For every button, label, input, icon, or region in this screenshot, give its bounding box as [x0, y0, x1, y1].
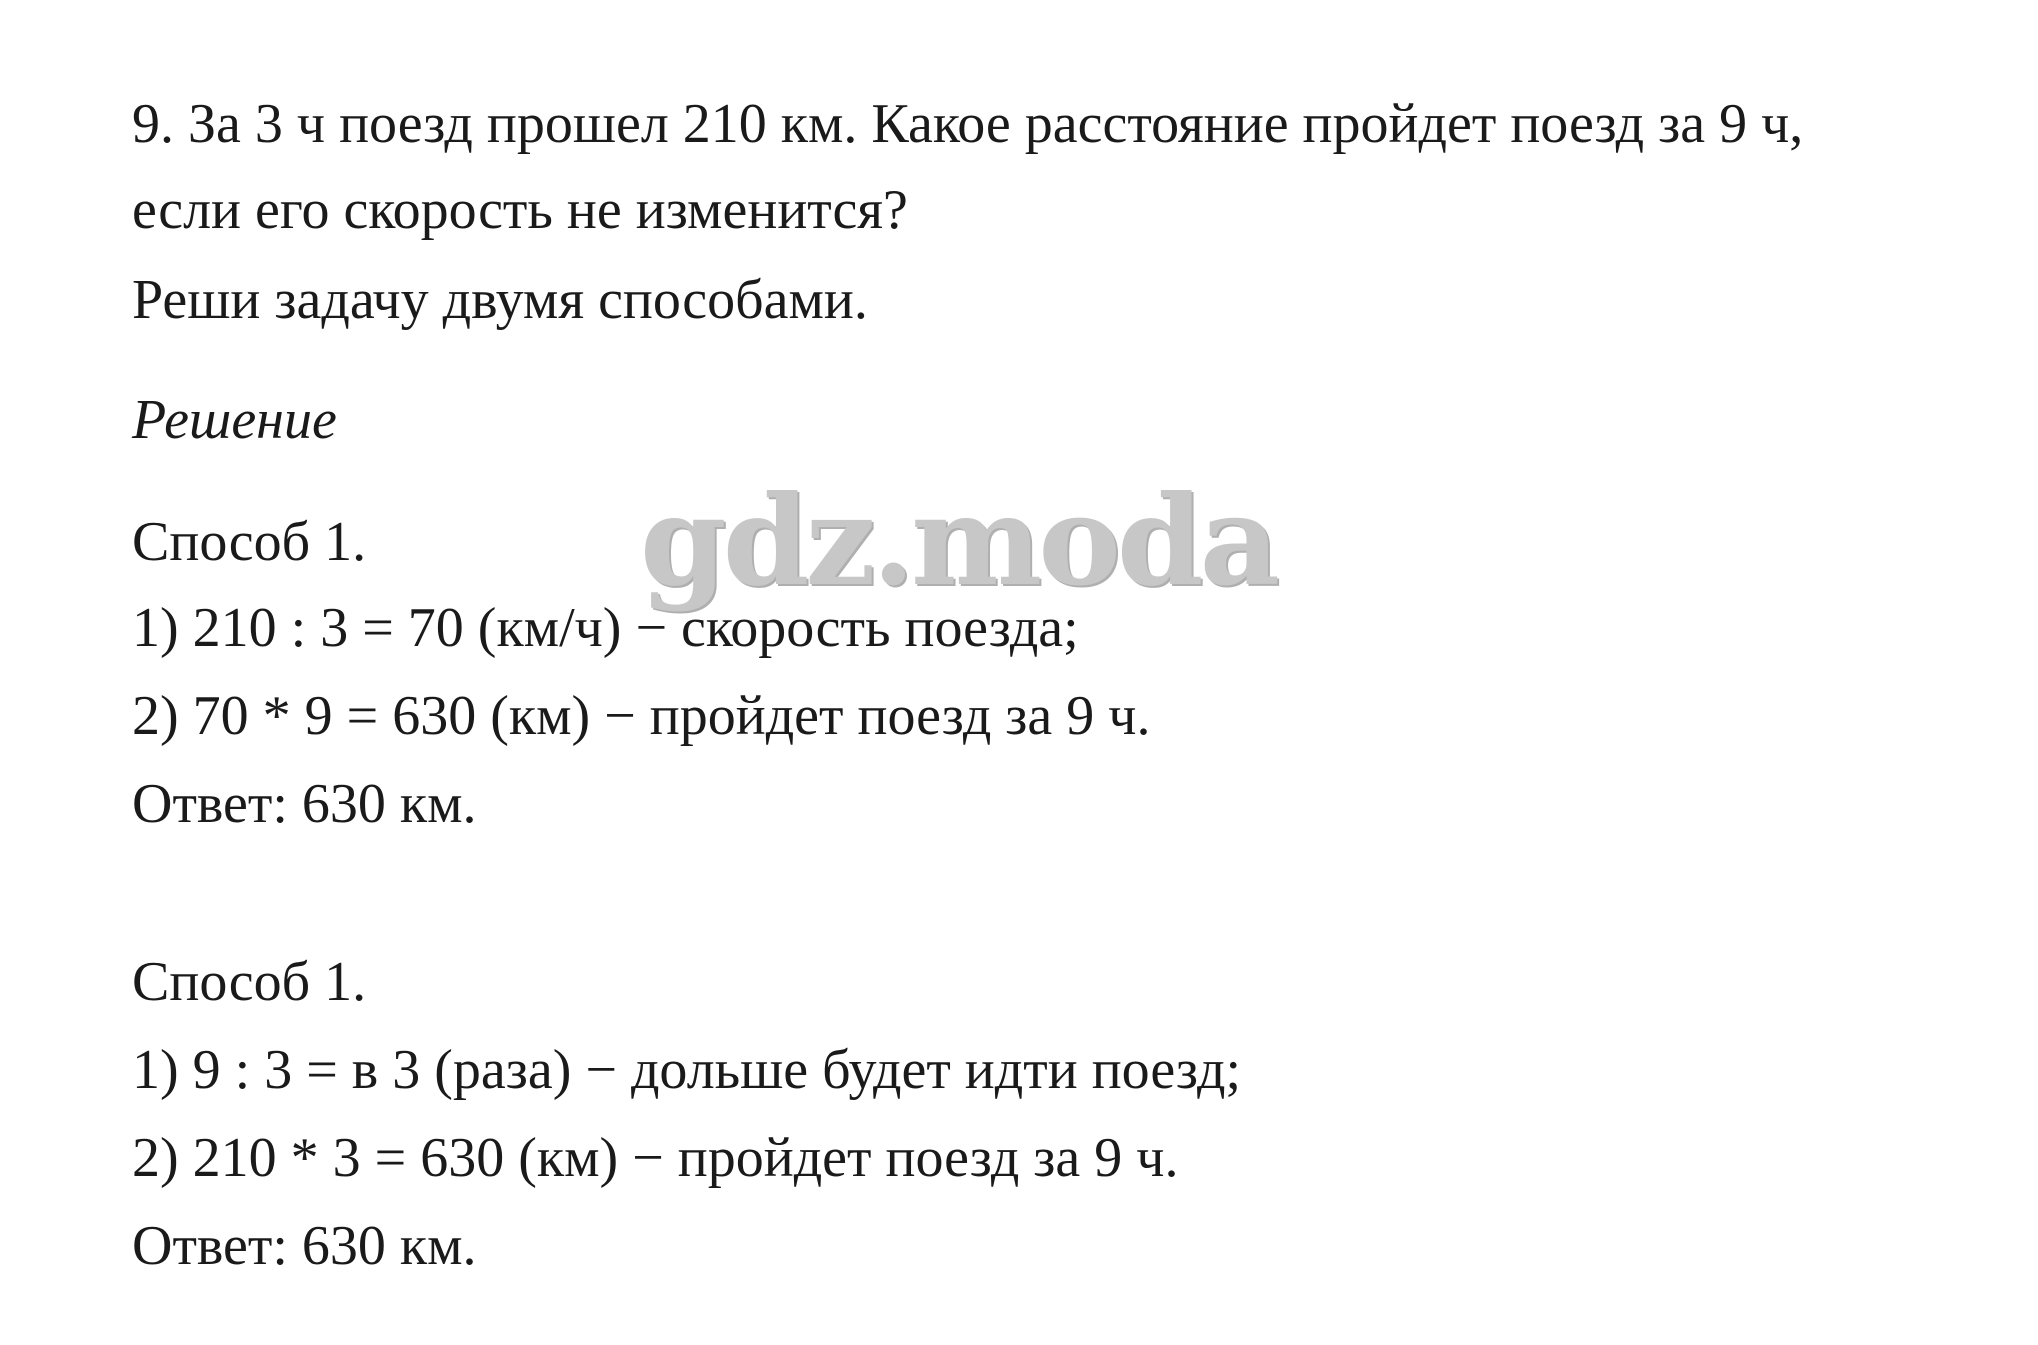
method-1-step-2: 2) 70 * 9 = 630 (км) − пройдет поезд за 9 ч.: [132, 685, 1151, 747]
method-1-title: Способ 1.: [132, 511, 367, 573]
method-2-answer: Ответ: 630 км.: [132, 1215, 477, 1277]
method-2-title: Способ 1.: [132, 951, 367, 1013]
method-2-step-1: 1) 9 : 3 = в 3 (раза) − дольше будет идти поезд;: [132, 1039, 1242, 1101]
method-1-answer: Ответ: 630 км.: [132, 773, 477, 835]
problem-line-2: если его скорость не изменится?: [132, 179, 908, 241]
method-2-step-2: 2) 210 * 3 = 630 (км) − пройдет поезд за 9 ч.: [132, 1127, 1179, 1189]
solution-heading: Решение: [132, 389, 337, 451]
problem-line-1: 9. За 3 ч поезд прошел 210 км. Какое расстояние пройдет поезд за 9 ч,: [132, 93, 1804, 155]
watermark-logo: gdz.moda: [640, 469, 1276, 614]
method-1-step-1: 1) 210 : 3 = 70 (км/ч) − скорость поезда;: [132, 597, 1079, 659]
problem-line-3: Реши задачу двумя способами.: [132, 269, 868, 331]
